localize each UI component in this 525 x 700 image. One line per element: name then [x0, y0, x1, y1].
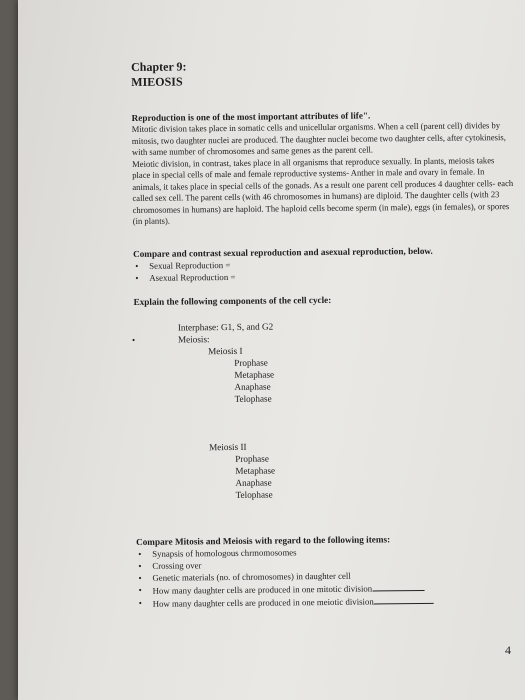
list-item: • Synapsis of homologous chrmomosomes: [152, 543, 516, 559]
phase-item: Metaphase: [235, 465, 276, 476]
list-item: • Genetic materials (no. of chromosomes) in daughter cell: [152, 567, 516, 583]
cell-cycle-outline: [131, 318, 516, 502]
meiosis-label: Meiosis:: [177, 333, 210, 345]
question-mitosis-meiosis: Compare Mitosis and Meiosis with regard to the following items:: [135, 533, 391, 547]
phase-item: Prophase: [235, 453, 269, 464]
page-title: MIEOSIS: [131, 74, 183, 89]
interphase-label: Interphase: G1, S, and G2: [177, 321, 274, 333]
mitosis-meiosis-list: [136, 543, 517, 609]
phase-item: Anaphase: [234, 381, 271, 392]
question-sexual-asexual: Compare and contrast sexual reproduction and asexual reproduction, below.: [132, 245, 433, 259]
list-item: • Asexual Reproduction =: [149, 268, 513, 284]
phase-item: Telophase: [235, 489, 273, 500]
phase-item: Anaphase: [235, 477, 272, 488]
bullet-marker: •: [131, 334, 136, 345]
phase-item: Prophase: [234, 357, 268, 368]
phase-item: Metaphase: [234, 369, 275, 380]
answer-blank[interactable]: [372, 580, 424, 591]
meiosis1-label: Meiosis I: [207, 345, 243, 356]
chapter-label: Chapter 9:: [131, 59, 187, 74]
worksheet-content: [131, 56, 517, 609]
phase-item: Telophase: [234, 393, 272, 404]
intro-paragraph-meiosis: Meiotic division, in contrast, takes place in all organisms that reproduce sexually. In plants, meiosis takes place in special cells of male and female reproductive systems- Anther in male and ovary in female. In animals, it takes place in special cells of the gonads. As a result one parent cell produces 4 daughter cells- each called sex cell. The parent cells (with 46 chromosomes in humans) are diploid. The daughter cells (with 23 chromosomes in humans) are haploid. The haploid cells become sperm (in male), eggs (in females), or spores (in plants).: [132, 154, 514, 226]
meiosis2-label: Meiosis II: [209, 441, 247, 452]
meiosis1-phases: [234, 354, 514, 405]
list-item-text: How many daughter cells are produced in one meiotic division: [152, 595, 374, 609]
question-cell-cycle: Explain the following components of the cell cycle:: [133, 294, 332, 307]
worksheet-page: [18, 0, 525, 700]
sexual-asexual-list: [133, 256, 513, 284]
list-item: • Sexual Reproduction =: [149, 256, 513, 272]
list-item: • Crossing over: [152, 555, 516, 571]
meiosis2-phases: [235, 449, 515, 500]
list-item-text: How many daughter cells are produced in one mitotic division: [152, 583, 373, 596]
page-number: 4: [505, 643, 511, 657]
intro-paragraph-mitosis: Mitotic division takes place in somatic cells and unicellular organisms. When a cell (parent cell) divides by mitosis, two daughter nuclei are produced. The daughter nuclei become two daughter cells, after cytokinesis, with same number of chromosomes and same genes as the parent cell.: [131, 120, 506, 157]
answer-blank[interactable]: [374, 593, 434, 604]
intro-lead: Reproduction is one of the most important attributes of life".: [131, 110, 371, 123]
list-item-with-blank: [153, 592, 517, 609]
